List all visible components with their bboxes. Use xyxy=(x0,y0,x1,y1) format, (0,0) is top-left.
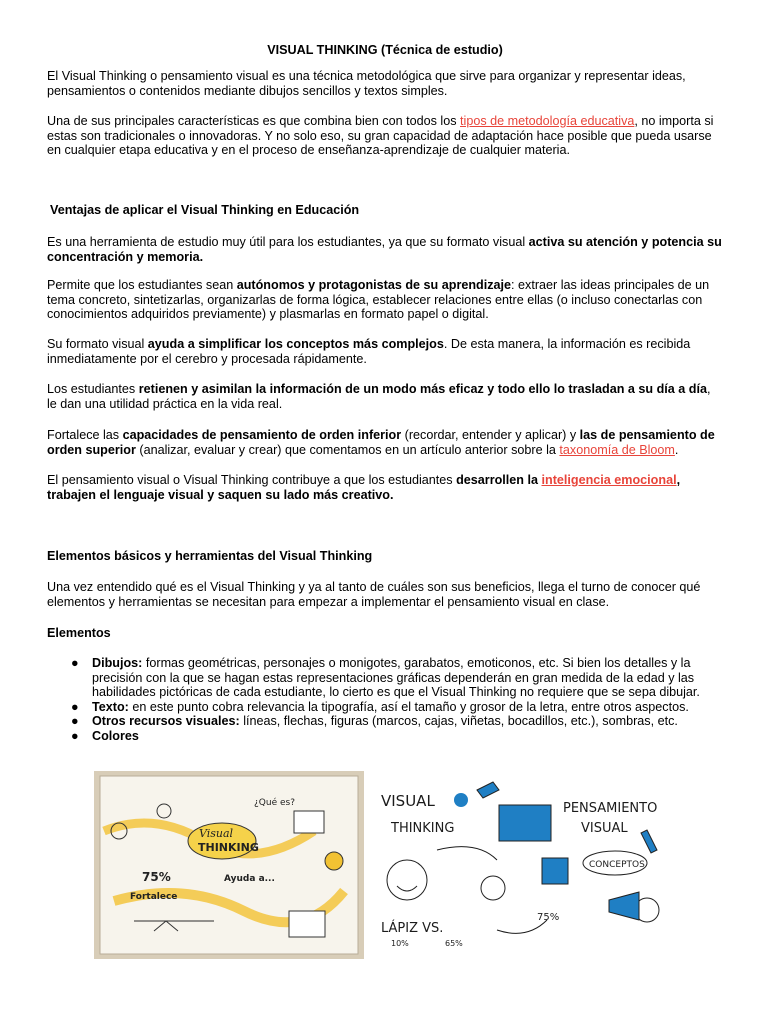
ventajas-p1-b: activa su atención y potencia su concentración y memoria. xyxy=(47,235,722,264)
sketch-text-lapiz: LÁPIZ VS. xyxy=(381,921,444,936)
link-taxonomia-bloom[interactable]: taxonomía de Bloom xyxy=(559,442,675,457)
poster-box xyxy=(294,811,324,833)
ventajas-paragraph-1 xyxy=(47,235,723,264)
ventajas-p1-a: Es una herramienta de estudio muy útil para los estudiantes, ya que su formato visual xyxy=(47,235,529,249)
ventajas-p6-c: , trabajen el lenguaje visual y saquen su lado más creativo. xyxy=(47,473,681,502)
poster-ayuda: Ayuda a... xyxy=(224,874,275,884)
poster-percent: 75% xyxy=(142,870,171,884)
ventajas-p6-b: desarrollen la xyxy=(456,473,542,487)
intro-paragraph-2 xyxy=(47,114,723,158)
sketch-text-conceptos: CONCEPTOS xyxy=(589,860,645,870)
ventajas-p5-c: (recordar, entender y aplicar) y xyxy=(401,428,580,442)
ventajas-paragraph-6 xyxy=(47,473,723,502)
ventajas-p3-a: Su formato visual xyxy=(47,337,148,351)
poster-bulb-icon xyxy=(325,852,343,870)
list-item-label: Dibujos: xyxy=(92,656,143,670)
poster-fortalece: Fortalece xyxy=(130,892,178,902)
list-item-text: en este punto cobra relevancia la tipografía, así el tamaño y grosor de la letra, entre otros aspectos. xyxy=(128,699,689,714)
ventajas-paragraph-2 xyxy=(47,278,723,322)
bullet-icon: ● xyxy=(71,656,79,670)
elementos-list xyxy=(47,656,715,744)
ventajas-p5-b: capacidades de pensamiento de orden inferior xyxy=(122,428,402,442)
sketch-text-65: 65% xyxy=(445,939,463,948)
ventajas-p2-b: autónomos y protagonistas de su aprendizaje xyxy=(236,278,512,292)
list-item-label: Otros recursos visuales: xyxy=(92,714,240,729)
intro-paragraph-1 xyxy=(47,69,723,98)
document-title: VISUAL THINKING (Técnica de estudio) xyxy=(267,43,503,57)
list-item-text: líneas, flechas, figuras (marcos, cajas, viñetas, bocadillos, etc.), sombras, etc. xyxy=(239,714,678,729)
visual-thinking-poster-image xyxy=(94,771,364,959)
ventajas-p6-a: El pensamiento visual o Visual Thinking contribuye a que los estudiantes xyxy=(47,473,457,487)
bullet-icon: ● xyxy=(71,728,79,743)
ventajas-p4-c: , le dan una utilidad práctica en la vida real. xyxy=(47,382,711,411)
ventajas-paragraph-3 xyxy=(47,337,723,366)
pensamiento-visual-sketch-image xyxy=(377,770,672,957)
ventajas-paragraph-5 xyxy=(47,428,723,457)
poster-question: ¿Qué es? xyxy=(254,798,295,808)
heading-ventajas: Ventajas de aplicar el Visual Thinking en Educación xyxy=(50,203,360,217)
ventajas-p2-c: : extraer las ideas principales de un tema concreto, sintetizarlas, organizarlas de forma lógica, establecer relaciones entre ellas (o incluso conectarlas con conocimientos adquiridos previamente) y plasmarlas en formato papel o digital. xyxy=(47,278,710,322)
sketch-dot-icon xyxy=(454,793,468,807)
poster-title-line2: THINKING xyxy=(198,841,259,854)
sketch-text-75: 75% xyxy=(537,912,560,923)
link-inteligencia-emocional[interactable]: inteligencia emocional xyxy=(541,473,677,487)
ventajas-p5-a: Fortalece las xyxy=(47,428,123,442)
ventajas-p4-a: Los estudiantes xyxy=(47,382,139,396)
bullet-icon: ● xyxy=(71,714,79,729)
poster-title-line1: Visual xyxy=(199,827,234,840)
ventajas-p3-b: ayuda a simplificar los conceptos más complejos xyxy=(147,337,444,351)
ventajas-p5-d: las de pensamiento de orden superior xyxy=(47,428,715,457)
sketch-screen-icon xyxy=(499,805,551,841)
sketch-text-pensamiento: PENSAMIENTO xyxy=(563,801,658,816)
ventajas-p5-f: . xyxy=(674,442,679,457)
sketch-text-thinking: THINKING xyxy=(391,821,455,836)
ventajas-p3-c: . De esta manera, la información es recibida inmediatamente por el cerebro y procesada rápidamente. xyxy=(47,337,691,366)
list-item-text: formas geométricas, personajes o monigotes, garabatos, emoticonos, etc. Si bien los detalles y la precisión con la que se hagan estas representaciones gráficas dependerán en gran medida de la edad y las habilidades pictóricas de cada estudiante, lo cierto es que el Visual Thinking no requiere que se sepa dibujar. xyxy=(92,656,700,700)
list-item xyxy=(47,729,715,744)
intro-p2-text-b: , no importa si estas son tradicionales o innovadoras. Y no solo eso, su gran capacidad de adaptación hace posible que pueda usarse en cualquier etapa educativa y en el proceso de enseñanza-aprendizaje de cualquier materia. xyxy=(47,114,714,158)
ventajas-p4-b: retienen y asimilan la información de un modo más eficaz y todo ello lo trasladan a su día a día xyxy=(138,382,707,396)
sketch-text-visual: VISUAL xyxy=(381,792,435,810)
list-item xyxy=(47,656,715,700)
ventajas-p5-e: (analizar, evaluar y crear) que comentamos en un artículo anterior sobre la xyxy=(135,442,560,457)
link-tipos-metodologia[interactable]: tipos de metodología educativa xyxy=(460,114,635,128)
bullet-icon: ● xyxy=(71,699,79,714)
list-item xyxy=(47,714,715,729)
list-item xyxy=(47,700,715,715)
heading-elementos: Elementos xyxy=(47,626,111,640)
list-item-label: Colores xyxy=(92,728,139,743)
sketch-face-icon xyxy=(387,860,427,900)
ventajas-paragraph-4 xyxy=(47,382,723,411)
sketch-square-icon xyxy=(542,858,568,884)
heading-elementos-basicos: Elementos básicos y herramientas del Visual Thinking xyxy=(47,549,373,563)
sketch-text-visual-2: VISUAL xyxy=(581,821,628,836)
intro-p2-text-a: Una de sus principales características es que combina bien con todos los xyxy=(47,114,461,128)
sketch-text-10: 10% xyxy=(391,939,409,948)
elementos-intro-paragraph: Una vez entendido qué es el Visual Thinking y ya al tanto de cuáles son sus beneficios, llega el turno de conocer qué elementos y herramientas se necesitan para empezar a implementar el pensamiento visual en clase. xyxy=(47,580,701,609)
ventajas-p2-a: Permite que los estudiantes sean xyxy=(47,278,237,292)
intro-p1-text: El Visual Thinking o pensamiento visual es una técnica metodológica que sirve para organizar y representar ideas, pensamientos o contenidos mediante dibujos sencillos y textos simples. xyxy=(47,69,686,98)
poster-box xyxy=(289,911,325,937)
list-item-label: Texto: xyxy=(92,699,129,714)
